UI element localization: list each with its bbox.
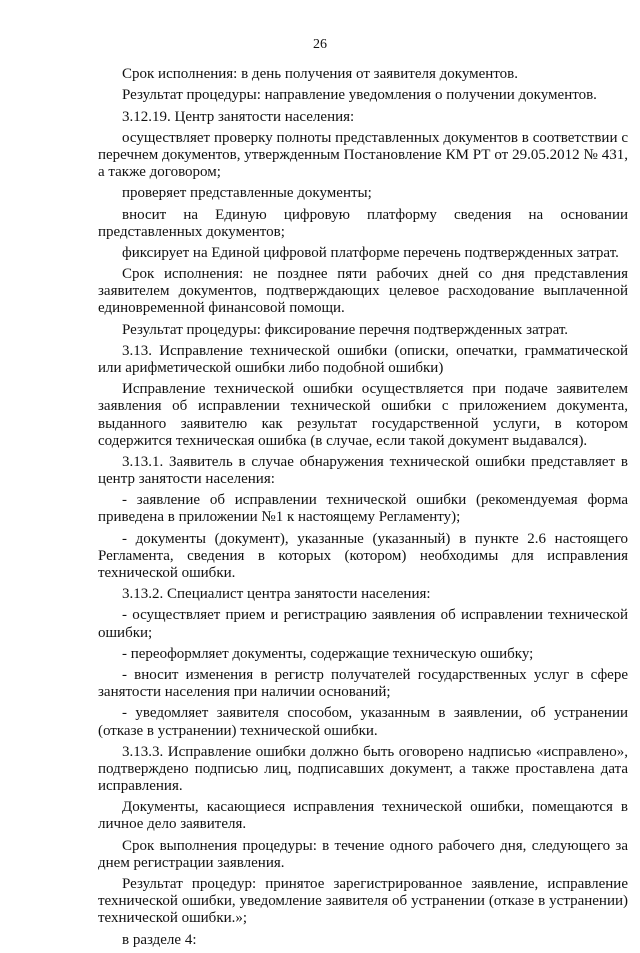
paragraph: 3.13.3. Исправление ошибки должно быть оговорено надписью «исправлено», подтверждено подписью лиц, подписавших документ, а также проставлена дата исправления. xyxy=(98,743,628,795)
paragraph: осуществляет проверку полноты представленных документов в соответствии с перечнем документов, утвержденным Постановление КМ РТ от 29.05.2012 № 431, а также договором; xyxy=(98,129,628,181)
paragraph: Документы, касающиеся исправления технической ошибки, помещаются в личное дело заявителя. xyxy=(98,799,628,833)
paragraph: Результат процедуры: фиксирование перечня подтвержденных затрат. xyxy=(122,321,569,338)
list-item: - осуществляет прием и регистрацию заявления об исправлении технической ошибки; xyxy=(98,607,628,641)
list-item: - вносит изменения в регистр получателей государственных услуг в сфере занятости населения при наличии оснований; xyxy=(98,667,628,701)
paragraph: проверяет представленные документы; xyxy=(122,185,372,202)
page-number: 26 xyxy=(313,37,327,52)
paragraph: вносит на Единую цифровую платформу сведения на основании представленных документов; xyxy=(98,206,628,240)
list-item: - переоформляет документы, содержащие техническую ошибку; xyxy=(122,645,534,662)
paragraph: 3.13.1. Заявитель в случае обнаружения технической ошибки представляет в центр занятости населения: xyxy=(98,453,628,488)
paragraph: Результат процедур: принятое зарегистрированное заявление, исправление технической ошибки, уведомление заявителя об устранении (отказе в устранении) технической ошибки.»; xyxy=(98,876,628,927)
document-body xyxy=(98,66,628,953)
list-item: - заявление об исправлении технической ошибки (рекомендуемая форма приведена в приложении №1 к настоящему Регламенту); xyxy=(98,492,628,526)
paragraph: 3.12.19. Центр занятости населения: xyxy=(122,108,355,125)
paragraph: Исправление технической ошибки осуществляется при подаче заявителем заявления об исправлении технической ошибки с приложением документа, выданного заявителю как результат государственной услуги, в котором содержится техническая ошибка (в случае, если такой документ выдавался). xyxy=(98,381,628,449)
paragraph: Срок исполнения: не позднее пяти рабочих дней со дня представления заявителем документов, подтверждающих целевое расходование выплаченной единовременной финансовой помощи. xyxy=(98,266,628,317)
paragraph: Срок исполнения: в день получения от заявителя документов. xyxy=(122,66,518,82)
section-heading: 3.13. Исправление технической ошибки (описки, опечатки, грамматической или арифметической ошибки либо подобной ошибки) xyxy=(98,343,628,377)
paragraph: фиксирует на Единой цифровой платформе перечень подтвержденных затрат. xyxy=(122,244,619,261)
paragraph: 3.13.2. Специалист центра занятости населения: xyxy=(122,586,431,603)
list-item: - документы (документ), указанные (указанный) в пункте 2.6 настоящего Регламента, сведения в которых (котором) необходимы для исправления технической ошибки. xyxy=(98,530,628,581)
paragraph: Результат процедуры: направление уведомления о получении документов. xyxy=(122,87,597,104)
paragraph: Срок выполнения процедуры: в течение одного рабочего дня, следующего за днем регистрации заявления. xyxy=(98,837,628,871)
list-item: - уведомляет заявителя способом, указанным в заявлении, об устранении (отказе в устранении) технической ошибки. xyxy=(98,705,628,739)
paragraph: в разделе 4: xyxy=(122,931,197,948)
